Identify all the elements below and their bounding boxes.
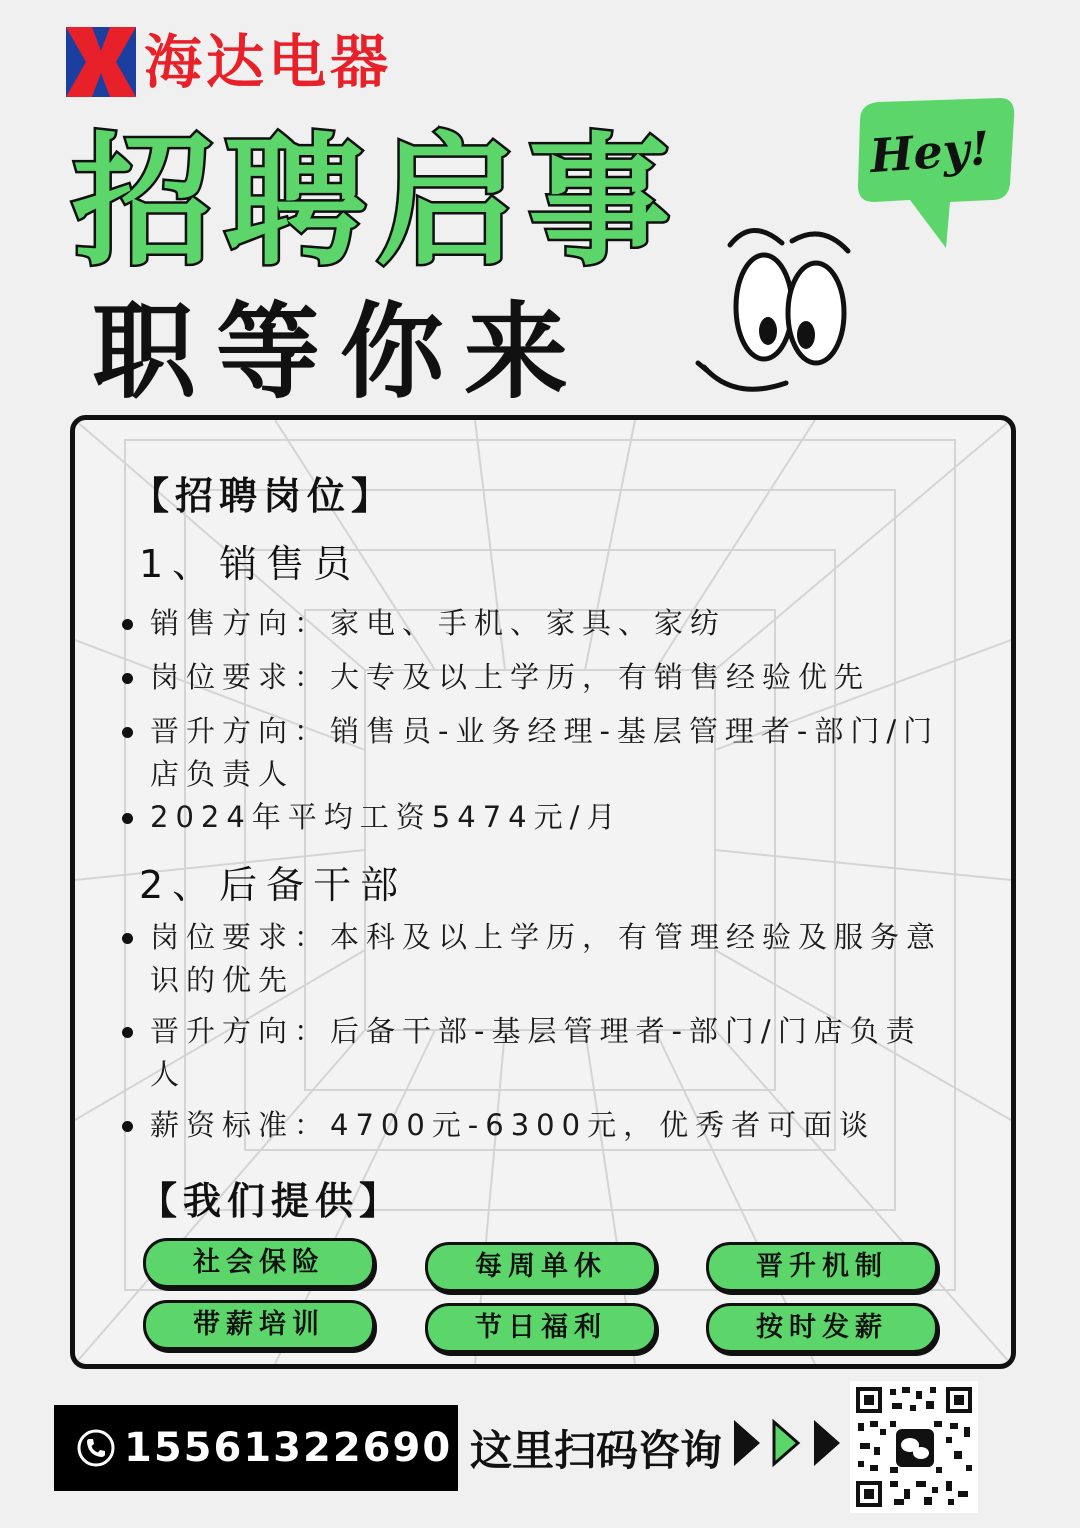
arrow-right-icon [732, 1416, 844, 1470]
benefit-badge: 晋升机制 [706, 1242, 938, 1292]
list-item: 岗位要求：大专及以上学历，有销售经验优先 [150, 656, 950, 699]
list-item: 岗位要求：本科及以上学历，有管理经验及服务意识的优先 [150, 916, 950, 1002]
benefit-badge: 带薪培训 [143, 1300, 375, 1350]
bullet-dot [122, 1027, 133, 1038]
job-title-sales: 1、销售员 [139, 542, 361, 586]
bubble-text: Hey! [868, 120, 992, 184]
list-item: 晋升方向：销售员-业务经理-基层管理者-部门/门店负责人 [150, 710, 950, 796]
cartoon-face-icon [690, 215, 870, 400]
page-title: 招聘启事 [72, 120, 680, 285]
bullet-dot [122, 1121, 133, 1132]
bullet-dot [122, 933, 133, 944]
benefit-badge: 按时发薪 [706, 1303, 938, 1353]
phone-contact[interactable] [54, 1405, 458, 1491]
bullet-dot [122, 619, 133, 630]
brand-logo [66, 26, 392, 98]
scan-prompt: 这里扫码咨询 [470, 1426, 723, 1475]
bullet-dot [122, 813, 133, 824]
job-title-reserve-cadre: 2、后备干部 [139, 863, 408, 907]
list-item: 薪资标准：4700元-6300元，优秀者可面谈 [150, 1104, 950, 1147]
list-item: 2024年平均工资5474元/月 [150, 796, 950, 839]
brand-name: 海达电器 [144, 28, 393, 96]
bullet-dot [122, 727, 133, 738]
benefits-heading: 【我们提供】 [139, 1179, 404, 1223]
content-card [70, 415, 1016, 1369]
benefit-badge: 节日福利 [425, 1303, 657, 1353]
positions-heading: 【招聘岗位】 [131, 474, 396, 518]
benefit-badge: 每周单休 [425, 1242, 657, 1292]
list-item: 晋升方向：后备干部-基层管理者-部门/门店负责人 [150, 1010, 950, 1096]
phone-icon [76, 1428, 116, 1468]
benefit-badge: 社会保险 [143, 1238, 375, 1288]
qr-code[interactable] [850, 1381, 978, 1513]
list-item: 销售方向：家电、手机、家具、家纺 [150, 602, 950, 645]
page-subtitle: 职等你来 [92, 291, 589, 413]
bullet-dot [122, 673, 133, 684]
hd-logo-icon [66, 27, 136, 97]
phone-number: 15561322690 [124, 1425, 453, 1471]
speech-bubble-icon [850, 96, 1020, 256]
